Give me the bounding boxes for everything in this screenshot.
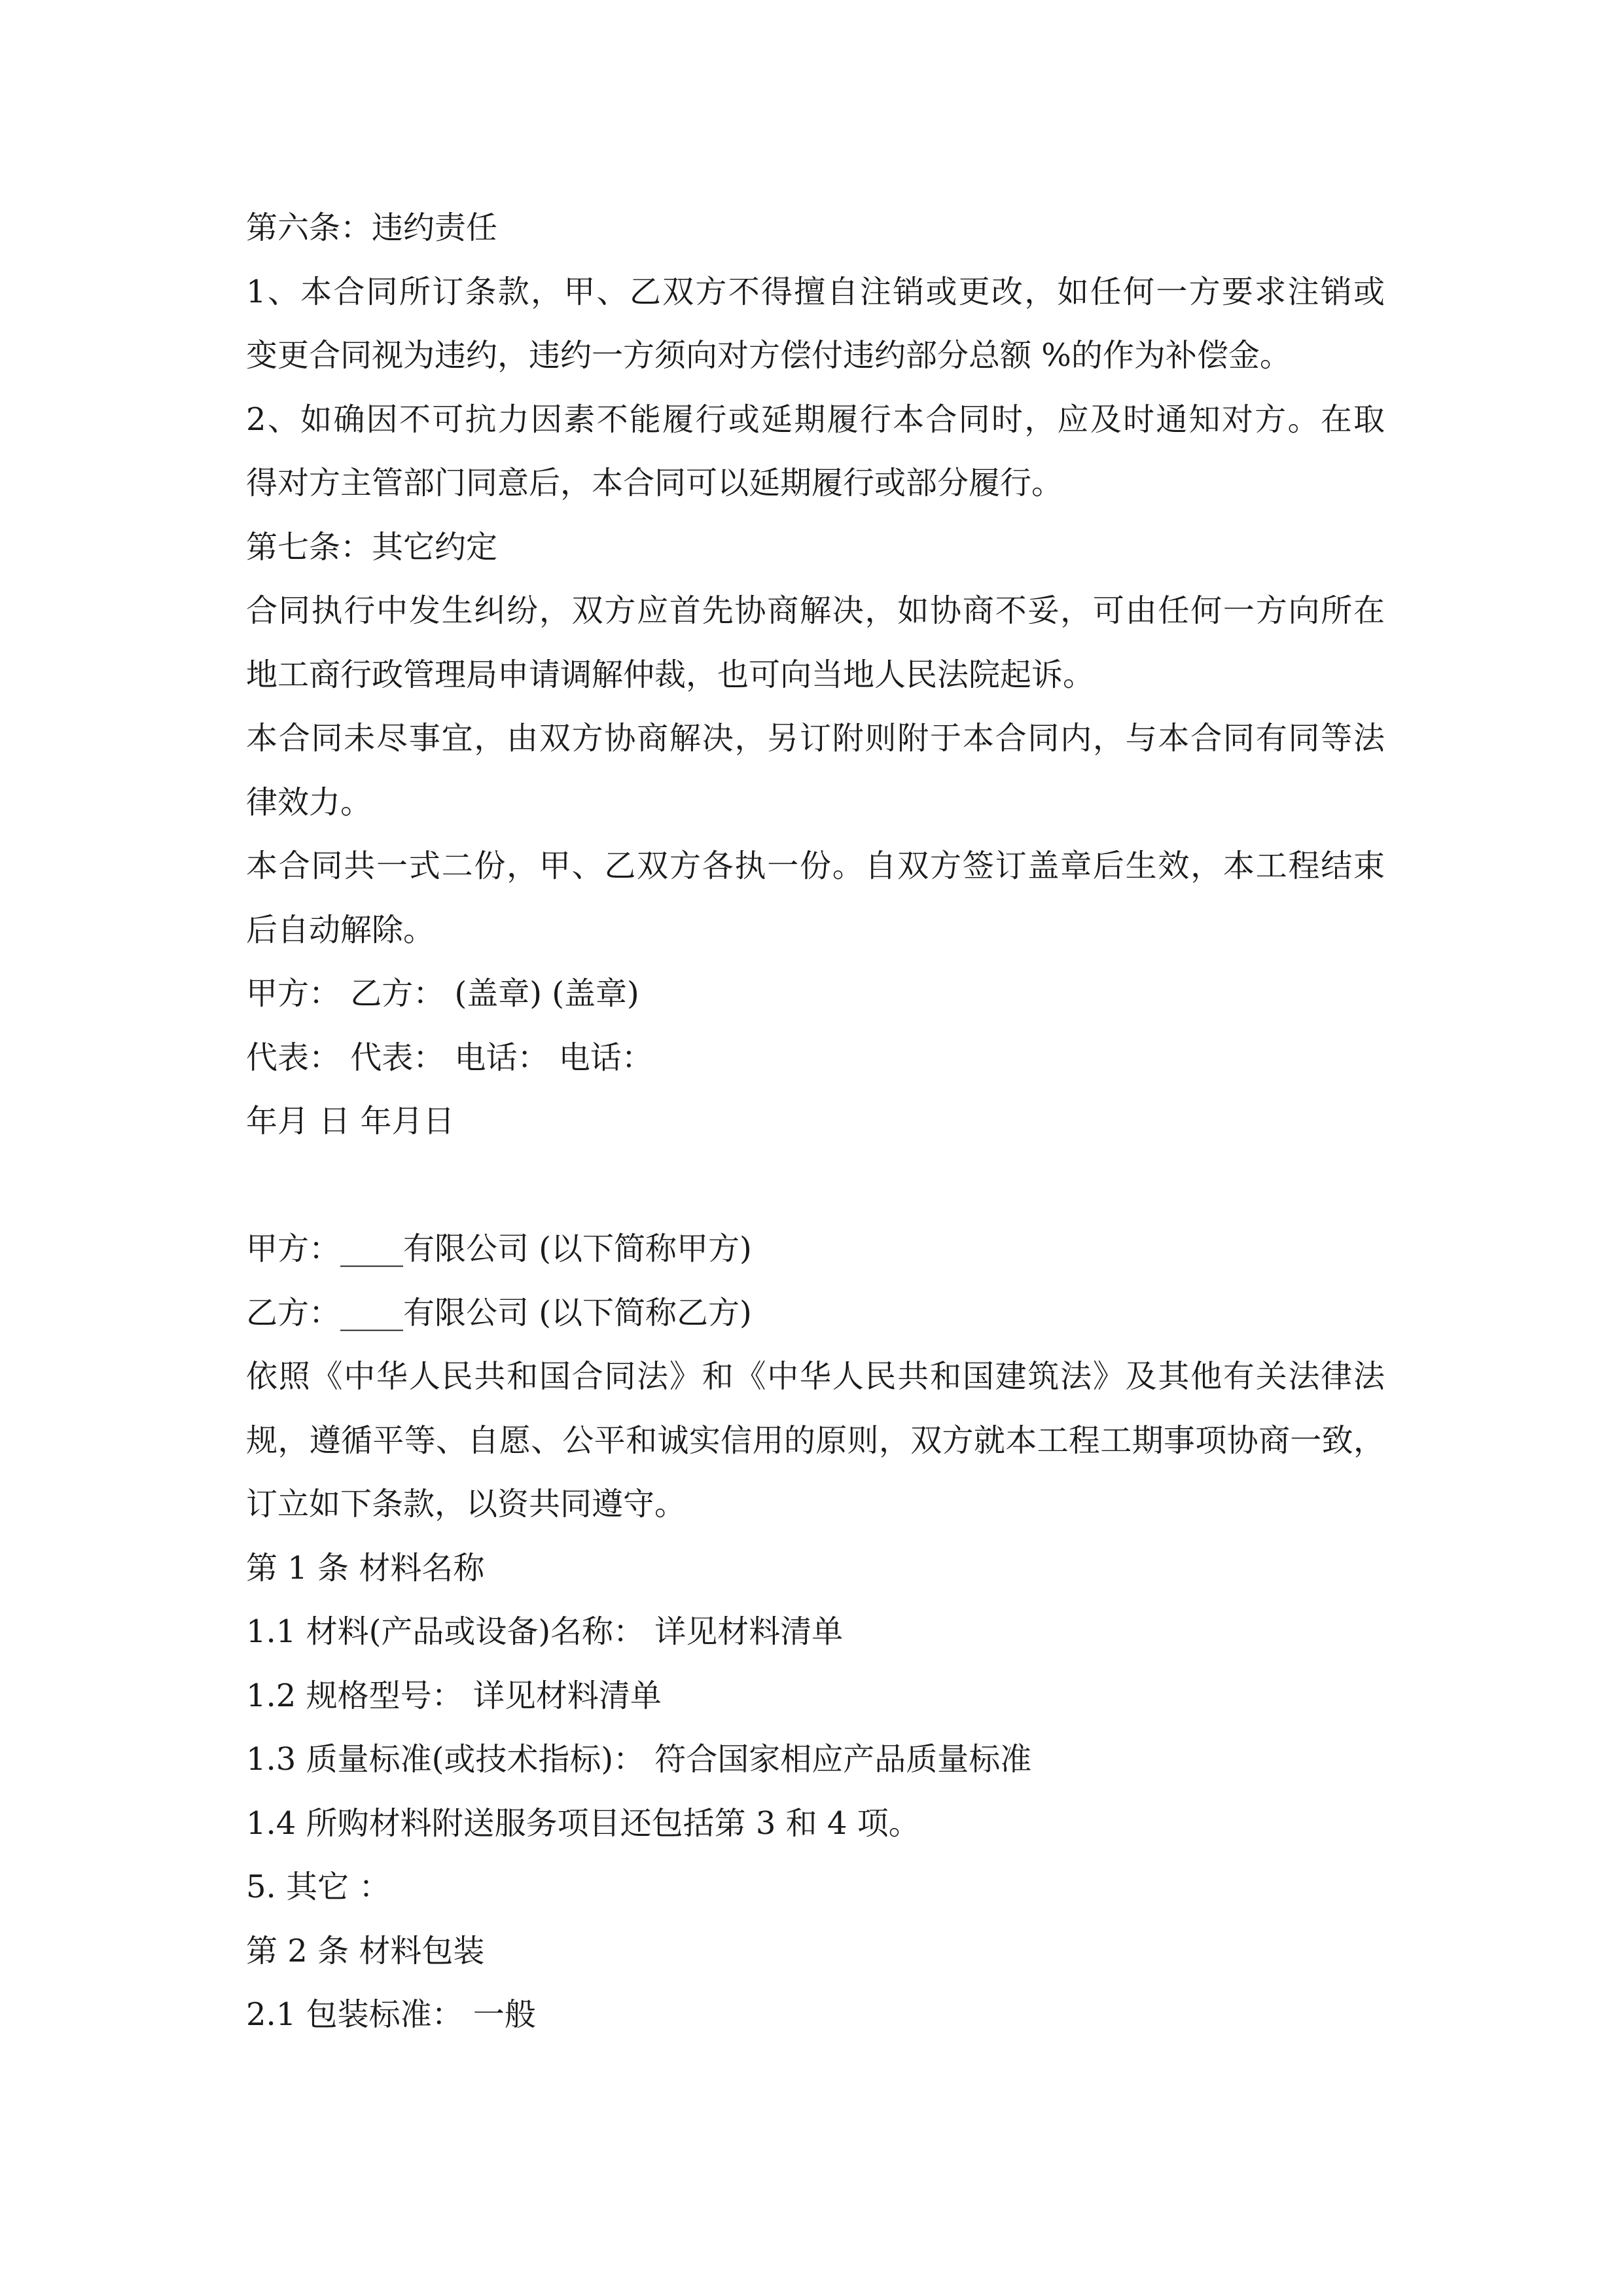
clause-line: 5. 其它 ： bbox=[246, 1869, 391, 1905]
paragraph-line: 规，遵循平等、自愿、公平和诚实信用的原则，双方就本工程工期事项协商一致， bbox=[246, 1422, 1385, 1459]
clause-line: 1.4 所购材料附送服务项目还包括第 3 和 4 项。 bbox=[246, 1804, 920, 1842]
clause-line: 1.3 质量标准(或技术指标)： 符合国家相应产品质量标准 bbox=[246, 1741, 1032, 1778]
signature-date-line: 年月 日 年月日 bbox=[246, 1103, 455, 1139]
paragraph-line: 律效力。 bbox=[246, 783, 372, 821]
paragraph-line: 合同执行中发生纠纷，双方应首先协商解决，如协商不妥，可由任何一方向所在 bbox=[246, 592, 1385, 629]
paragraph-line: 订立如下条款，以资共同遵守。 bbox=[246, 1486, 687, 1522]
paragraph-line: 地工商行政管理局申请调解仲裁，也可向当地人民法院起诉。 bbox=[246, 656, 1095, 693]
party-a-line: 甲方：____有限公司 (以下简称甲方) bbox=[246, 1230, 752, 1267]
document-page bbox=[246, 196, 1385, 2047]
paragraph-line: 依照《中华人民共和国合同法》和《中华人民共和国建筑法》及其他有关法律法 bbox=[246, 1358, 1385, 1395]
clause-line: 1.2 规格型号： 详见材料清单 bbox=[246, 1677, 662, 1714]
article-7-heading: 第七条：其它约定 bbox=[246, 528, 498, 565]
article-2-heading: 第 2 条 材料包装 bbox=[246, 1932, 485, 1969]
party-b-line: 乙方：____有限公司 (以下简称乙方) bbox=[246, 1294, 752, 1331]
clause-line: 1.1 材料(产品或设备)名称： 详见材料清单 bbox=[246, 1613, 844, 1650]
paragraph-line: 本合同共一式二份，甲、乙双方各执一份。自双方签订盖章后生效，本工程结束 bbox=[246, 848, 1385, 884]
paragraph-line: 2、如确因不可抗力因素不能履行或延期履行本合同时，应及时通知对方。在取 bbox=[246, 401, 1385, 438]
paragraph-line: 变更合同视为违约，违约一方须向对方偿付违约部分总额 %的作为补偿金。 bbox=[246, 337, 1291, 374]
signature-parties-line: 甲方： 乙方： (盖章) (盖章) bbox=[246, 975, 639, 1012]
article-6-heading: 第六条：违约责任 bbox=[246, 209, 498, 246]
paragraph-line: 1、本合同所订条款，甲、乙双方不得擅自注销或更改，如任何一方要求注销或 bbox=[246, 273, 1385, 310]
clause-line: 2.1 包装标准： 一般 bbox=[246, 1996, 536, 2033]
paragraph-line: 本合同未尽事宜，由双方协商解决，另订附则附于本合同内，与本合同有同等法 bbox=[246, 720, 1385, 757]
paragraph-line: 后自动解除。 bbox=[246, 911, 435, 948]
article-1-heading: 第 1 条 材料名称 bbox=[246, 1549, 485, 1587]
paragraph-line: 得对方主管部门同意后，本合同可以延期履行或部分履行。 bbox=[246, 465, 1063, 501]
signature-representatives-line: 代表： 代表： 电话： 电话： bbox=[246, 1039, 653, 1076]
section-spacer bbox=[246, 1154, 1385, 1218]
